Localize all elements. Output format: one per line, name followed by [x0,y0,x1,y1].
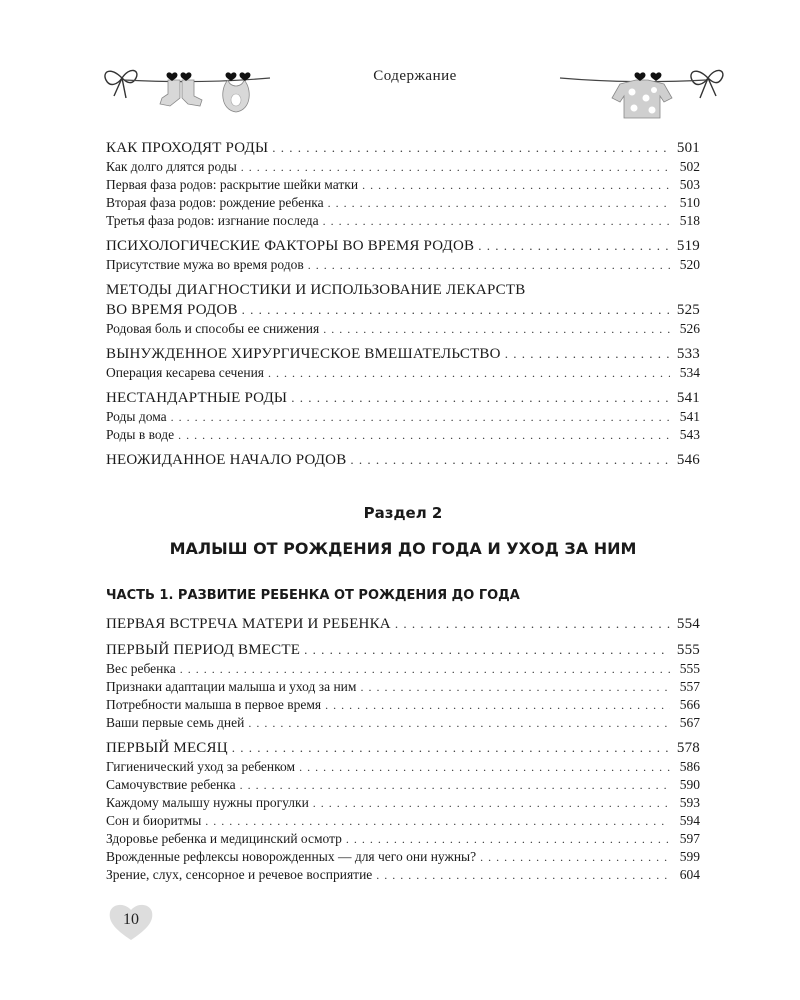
toc-page-number: 526 [679,321,700,336]
toc-subentry[interactable] [106,426,700,444]
toc-entry-title: ПЕРВАЯ ВСТРЕЧА МАТЕРИ И РЕБЕНКА [106,616,391,632]
toc-page-number: 594 [679,813,700,828]
dot-leader [205,813,670,830]
toc-subentry[interactable] [106,696,700,714]
dot-leader [299,759,670,776]
toc-entry-title: ПСИХОЛОГИЧЕСКИЕ ФАКТОРЫ ВО ВРЕМЯ РОДОВ [106,238,475,254]
toc-page-number: 586 [679,759,700,774]
toc-entry-title: Первая фаза родов: раскрытие шейки матки [106,177,359,192]
toc-subentry[interactable] [106,678,700,696]
toc-page-number: 593 [679,795,700,810]
toc-page-number: 519 [676,238,700,254]
toc-page-number: 604 [679,867,700,882]
toc-subentry[interactable] [106,320,700,338]
toc-entry-title: Каждому малышу нужны прогулки [106,795,309,810]
dot-leader [346,831,670,848]
toc-entry-title: Ваши первые семь дней [106,715,245,730]
dot-leader [291,388,670,408]
toc-entry-title: КАК ПРОХОДЯТ РОДЫ [106,140,269,156]
toc-page-number: 525 [676,302,700,318]
toc-chapter-entry[interactable] [106,450,700,470]
toc-bottom-list [106,614,700,884]
toc-entry-title: ПЕРВЫЙ МЕСЯЦ [106,740,228,756]
dot-leader [180,661,670,678]
toc-entry-title: ПЕРВЫЙ ПЕРИОД ВМЕСТЕ [106,642,301,658]
toc-entry-title: Третья фаза родов: изгнание последа [106,213,319,228]
toc-chapter-entry[interactable] [106,738,700,758]
toc-subentry[interactable] [106,256,700,274]
toc-entry-title: Присутствие мужа во время родов [106,257,304,272]
toc-chapter-entry[interactable] [106,614,700,634]
toc-subentry[interactable] [106,776,700,794]
toc-subentry[interactable] [106,830,700,848]
toc-entry-title: НЕСТАНДАРТНЫЕ РОДЫ [106,390,288,406]
dot-leader [248,715,670,732]
dot-leader [308,257,670,274]
dot-leader [350,450,670,470]
dot-leader [360,679,670,696]
dot-leader [272,138,670,158]
dot-leader [313,795,670,812]
toc-entry-title: Здоровье ребенка и медицинский осмотр [106,831,342,846]
dot-leader [241,159,670,176]
dot-leader [323,213,670,230]
toc-entry-title: НЕОЖИДАННОЕ НАЧАЛО РОДОВ [106,452,347,468]
toc-page-number: 554 [676,616,700,632]
part-title: ЧАСТЬ 1. РАЗВИТИЕ РЕБЕНКА ОТ РОЖДЕНИЯ ДО ГОДА [106,588,520,603]
toc-entry-title: Признаки адаптации малыша и уход за ним [106,679,357,694]
toc-entry-title: Вторая фаза родов: рождение ребенка [106,195,324,210]
dot-leader [505,344,670,364]
toc-page-number: 578 [676,740,700,756]
page-number [108,902,154,942]
toc-entry-title: Роды дома [106,409,167,424]
toc-page-number: 541 [676,390,700,406]
toc-page-number: 566 [679,697,700,712]
toc-entry-title: Родовая боль и способы ее снижения [106,321,320,336]
toc-subentry[interactable] [106,194,700,212]
toc-page-number: 546 [676,452,700,468]
dot-leader [171,409,670,426]
dot-leader [325,697,670,714]
toc-entry-title: Операция кесарева сечения [106,365,264,380]
dot-leader [395,614,670,634]
toc-entry-title: ВО ВРЕМЯ РОДОВ [106,302,238,318]
toc-chapter-entry[interactable] [106,640,700,660]
toc-page-number: 503 [679,177,700,192]
toc-page-number: 555 [679,661,700,676]
dot-leader [478,236,670,256]
dot-leader [328,195,670,212]
dot-leader [232,738,670,758]
dot-leader [304,640,670,660]
toc-page-number: 599 [679,849,700,864]
toc-entry-title: Потребности малыша в первое время [106,697,322,712]
table-of-contents [106,138,700,884]
dot-leader [362,177,670,194]
toc-entry-title: Самочувствие ребенка [106,777,236,792]
page-header [100,58,730,128]
toc-subentry[interactable] [106,364,700,382]
toc-page-number: 520 [679,257,700,272]
toc-entry-title: ВЫНУЖДЕННОЕ ХИРУРГИЧЕСКОЕ ВМЕШАТЕЛЬСТВО [106,346,501,362]
toc-page-number: 534 [679,365,700,380]
toc-subentry[interactable] [106,176,700,194]
toc-page-number: 510 [679,195,700,210]
dot-leader [376,867,670,884]
toc-page-number: 567 [679,715,700,730]
toc-chapter-entry[interactable] [106,236,700,256]
toc-entry-title: Зрение, слух, сенсорное и речевое восприятие [106,867,373,882]
running-header-title: Содержание [373,68,457,84]
toc-subentry[interactable] [106,660,700,678]
dot-leader [178,427,670,444]
toc-page-number: 533 [676,346,700,362]
toc-page-number: 597 [679,831,700,846]
toc-page-number: 518 [679,213,700,228]
dot-leader [268,365,670,382]
toc-page-number: 501 [676,140,700,156]
toc-page-number: 590 [679,777,700,792]
toc-subentry[interactable] [106,408,700,426]
toc-subentry[interactable] [106,758,700,776]
dot-leader [242,300,670,320]
section-label: Раздел 2 [363,504,443,522]
toc-entry-title: Как долго длятся роды [106,159,237,174]
toc-page-number: 543 [679,427,700,442]
toc-entry-title: Гигиенический уход за ребенком [106,759,296,774]
toc-subentry[interactable] [106,714,700,732]
toc-page-number: 502 [679,159,700,174]
section-title: МАЛЫШ ОТ РОЖДЕНИЯ ДО ГОДА И УХОД ЗА НИМ [169,539,637,558]
toc-top-list [106,138,700,470]
toc-page-number: 541 [679,409,700,424]
toc-chapter-entry[interactable] [106,388,700,408]
toc-page-number: 557 [679,679,700,694]
dot-leader [480,849,670,866]
toc-entry-title: Роды в воде [106,427,175,442]
toc-chapter-entry[interactable] [106,344,700,364]
toc-subentry[interactable] [106,794,700,812]
toc-entry-title: Вес ребенка [106,661,176,676]
toc-chapter-entry[interactable] [106,138,700,158]
toc-entry-title: Врожденные рефлексы новорожденных — для чего они нужны? [106,849,477,864]
toc-entry-title: Сон и биоритмы [106,813,202,828]
toc-chapter-entry[interactable] [106,300,700,320]
toc-subentry[interactable] [106,812,700,830]
toc-subentry[interactable] [106,212,700,230]
toc-subentry[interactable] [106,866,700,884]
toc-subentry[interactable] [106,848,700,866]
dot-leader [323,321,670,338]
toc-subentry[interactable] [106,158,700,176]
toc-heading-line: МЕТОДЫ ДИАГНОСТИКИ И ИСПОЛЬЗОВАНИЕ ЛЕКАРСТВ [106,282,526,298]
page-number-text: 10 [123,911,139,928]
dot-leader [240,777,670,794]
toc-page-number: 555 [676,642,700,658]
